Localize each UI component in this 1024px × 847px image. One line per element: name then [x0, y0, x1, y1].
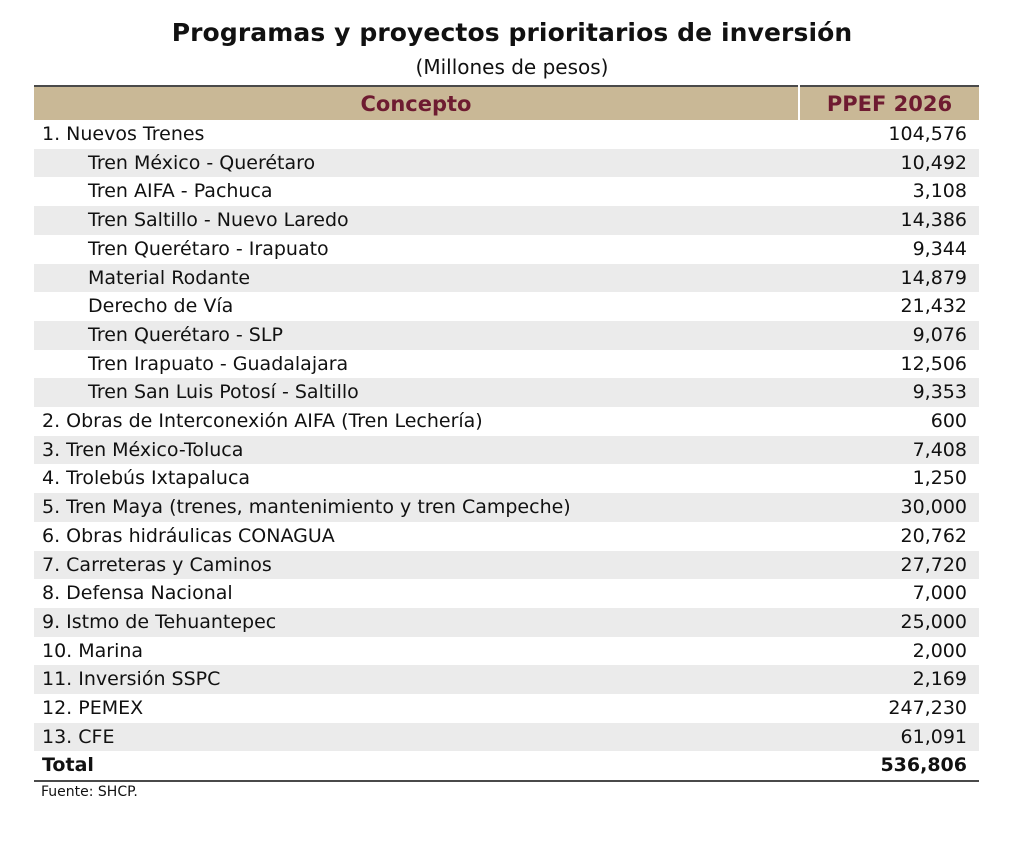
table-row [34, 464, 979, 493]
total-row [34, 751, 979, 781]
table-row [34, 177, 979, 206]
table-row [34, 264, 979, 293]
total-label: Total [34, 751, 799, 781]
table-row [34, 723, 979, 752]
row-value: 2,169 [799, 665, 979, 694]
source-note: Fuente: SHCP. [41, 784, 138, 800]
table-row [34, 493, 979, 522]
header-row [34, 86, 979, 120]
row-concept: 2. Obras de Interconexión AIFA (Tren Lechería) [42, 410, 483, 433]
table-row [34, 665, 979, 694]
row-concept: Tren Querétaro - SLP [34, 321, 799, 350]
row-concept: Tren San Luis Potosí - Saltillo [34, 378, 799, 407]
row-value: 14,386 [799, 206, 979, 235]
table-body [34, 120, 979, 781]
row-value: 600 [930, 410, 967, 433]
row-concept: Tren Irapuato - Guadalajara [88, 352, 349, 375]
row-value: 1,250 [912, 467, 967, 490]
table-header [34, 86, 979, 120]
table-subtitle: (Millones de pesos) [415, 55, 609, 79]
table-row [34, 321, 979, 350]
investment-table [34, 85, 979, 782]
row-concept: 11. Inversión SSPC [34, 665, 799, 694]
row-value: 27,720 [799, 551, 979, 580]
row-value: 10,492 [799, 149, 979, 178]
row-concept: Tren AIFA - Pachuca [88, 180, 273, 203]
row-concept: 8. Defensa Nacional [42, 582, 233, 605]
table-row [34, 522, 979, 551]
row-concept: Tren México - Querétaro [34, 149, 799, 178]
row-concept: 7. Carreteras y Caminos [34, 551, 799, 580]
table-row [34, 407, 979, 436]
column-header-concepto: Concepto [34, 86, 799, 120]
row-concept: Derecho de Vía [88, 295, 234, 318]
row-value: 247,230 [888, 697, 967, 720]
table-row [34, 637, 979, 666]
row-value: 2,000 [912, 639, 967, 662]
row-value: 7,408 [799, 436, 979, 465]
row-value: 61,091 [799, 723, 979, 752]
row-value: 20,762 [900, 524, 967, 547]
table-row [34, 608, 979, 637]
row-value: 9,076 [799, 321, 979, 350]
table-row [34, 149, 979, 178]
row-value: 30,000 [799, 493, 979, 522]
row-concept: 9. Istmo de Tehuantepec [34, 608, 799, 637]
row-value: 9,344 [912, 237, 967, 260]
row-concept: 10. Marina [42, 639, 144, 662]
row-value: 104,576 [888, 123, 967, 145]
table-row [34, 235, 979, 264]
row-concept: 1. Nuevos Trenes [42, 123, 205, 145]
table-row [34, 120, 979, 149]
table-row [34, 206, 979, 235]
row-concept: 4. Trolebús Ixtapaluca [42, 467, 251, 490]
table-row [34, 292, 979, 321]
table-row [34, 579, 979, 608]
row-concept: 3. Tren México-Toluca [34, 436, 799, 465]
table-row [34, 551, 979, 580]
row-concept: Tren Querétaro - Irapuato [88, 237, 329, 260]
table-row [34, 378, 979, 407]
row-concept: 13. CFE [34, 723, 799, 752]
investment-table-container [34, 85, 979, 782]
row-value: 3,108 [912, 180, 967, 203]
row-value: 25,000 [799, 608, 979, 637]
table-title: Programas y proyectos prioritarios de inversión [171, 18, 853, 47]
row-value: 14,879 [799, 264, 979, 293]
row-concept: Material Rodante [34, 264, 799, 293]
row-value: 12,506 [900, 352, 967, 375]
row-value: 9,353 [799, 378, 979, 407]
table-row [34, 350, 979, 379]
table-row [34, 694, 979, 723]
row-concept: 5. Tren Maya (trenes, mantenimiento y tren Campeche) [34, 493, 799, 522]
row-concept: 6. Obras hidráulicas CONAGUA [42, 524, 335, 547]
table-row [34, 436, 979, 465]
row-value: 21,432 [900, 295, 967, 318]
row-concept: Tren Saltillo - Nuevo Laredo [34, 206, 799, 235]
column-header-ppef-2026: PPEF 2026 [799, 86, 979, 120]
row-value: 7,000 [912, 582, 967, 605]
total-value: 536,806 [799, 751, 979, 781]
row-concept: 12. PEMEX [42, 697, 144, 720]
